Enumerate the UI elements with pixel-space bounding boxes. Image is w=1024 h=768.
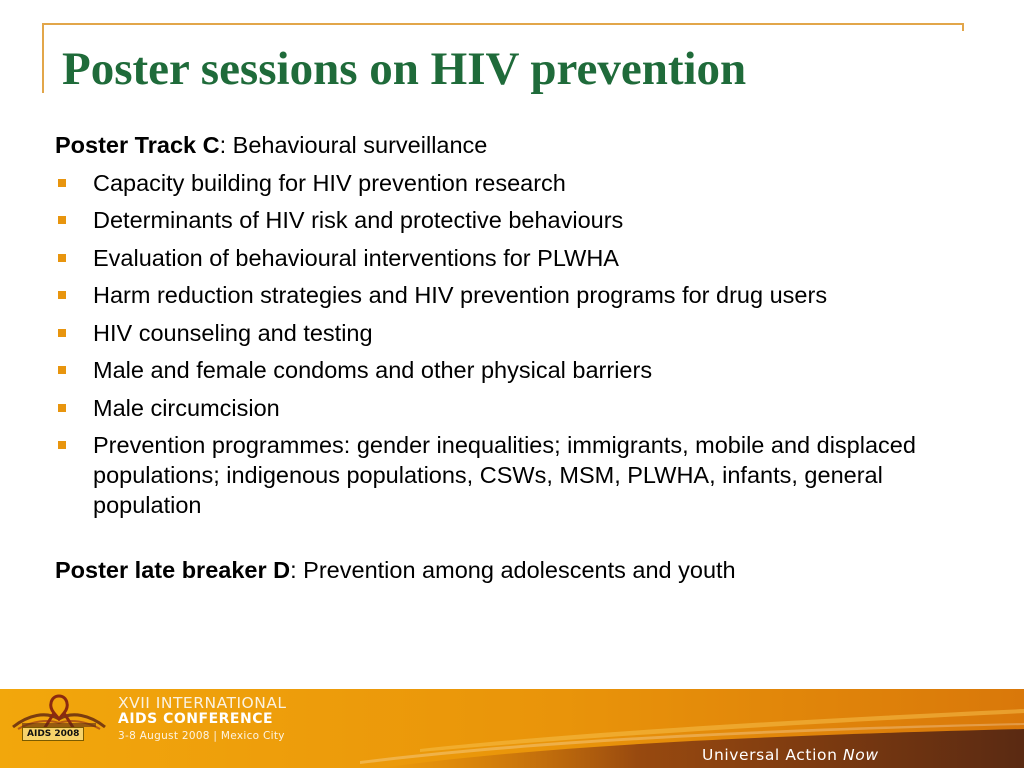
conference-name-line2: AIDS CONFERENCE bbox=[118, 711, 274, 727]
conference-date-location: 3-8 August 2008 | Mexico City bbox=[118, 730, 285, 742]
list-item bbox=[55, 355, 955, 385]
track-c-label: Poster Track C bbox=[55, 132, 220, 158]
list-item bbox=[55, 393, 955, 423]
title-frame-top-line bbox=[42, 23, 964, 25]
list-item bbox=[55, 280, 955, 310]
square-bullet-icon bbox=[58, 254, 66, 262]
list-item-text: Male circumcision bbox=[93, 394, 280, 421]
title-frame-left-line bbox=[42, 23, 44, 93]
late-breaker-description: : Prevention among adolescents and youth bbox=[290, 557, 736, 583]
list-item bbox=[55, 318, 955, 348]
late-breaker-label: Poster late breaker D bbox=[55, 557, 291, 583]
square-bullet-icon bbox=[58, 329, 66, 337]
square-bullet-icon bbox=[58, 404, 66, 412]
list-item bbox=[55, 430, 955, 520]
list-item-text: Capacity building for HIV prevention research bbox=[93, 169, 566, 196]
list-item bbox=[55, 205, 955, 235]
late-breaker-line bbox=[55, 555, 955, 585]
tagline bbox=[702, 746, 879, 764]
track-c-description: : Behavioural surveillance bbox=[219, 132, 488, 158]
track-c-line bbox=[55, 130, 955, 160]
tagline-main: Universal Action bbox=[702, 746, 844, 764]
square-bullet-icon bbox=[58, 291, 66, 299]
conference-footer-banner bbox=[0, 689, 1024, 768]
list-item-text: HIV counseling and testing bbox=[93, 319, 373, 346]
list-item-text: Evaluation of behavioural interventions for PLWHA bbox=[93, 244, 619, 271]
square-bullet-icon bbox=[58, 441, 66, 449]
slide-title: Poster sessions on HIV prevention bbox=[62, 43, 747, 95]
list-item-text: Determinants of HIV risk and protective behaviours bbox=[93, 207, 624, 233]
square-bullet-icon bbox=[58, 179, 66, 187]
conference-name-line1: XVII INTERNATIONAL bbox=[118, 694, 287, 712]
square-bullet-icon bbox=[58, 216, 66, 224]
list-item bbox=[55, 243, 955, 273]
list-item-text: Harm reduction strategies and HIV prevention programs for drug users bbox=[93, 282, 828, 308]
list-item-text: Male and female condoms and other physical barriers bbox=[93, 357, 653, 383]
list-item bbox=[55, 168, 955, 198]
list-item-text: Prevention programmes: gender inequalities; immigrants, mobile and displaced populations; indigenous populations, CSWs, MSM, PLWHA, infants, general population bbox=[93, 432, 916, 518]
topic-list bbox=[55, 168, 955, 521]
square-bullet-icon bbox=[58, 366, 66, 374]
logo-label: AIDS 2008 bbox=[22, 727, 84, 741]
slide-body bbox=[55, 130, 955, 585]
title-frame-right-tick bbox=[962, 23, 964, 31]
tagline-emphasis: Now bbox=[843, 746, 879, 764]
